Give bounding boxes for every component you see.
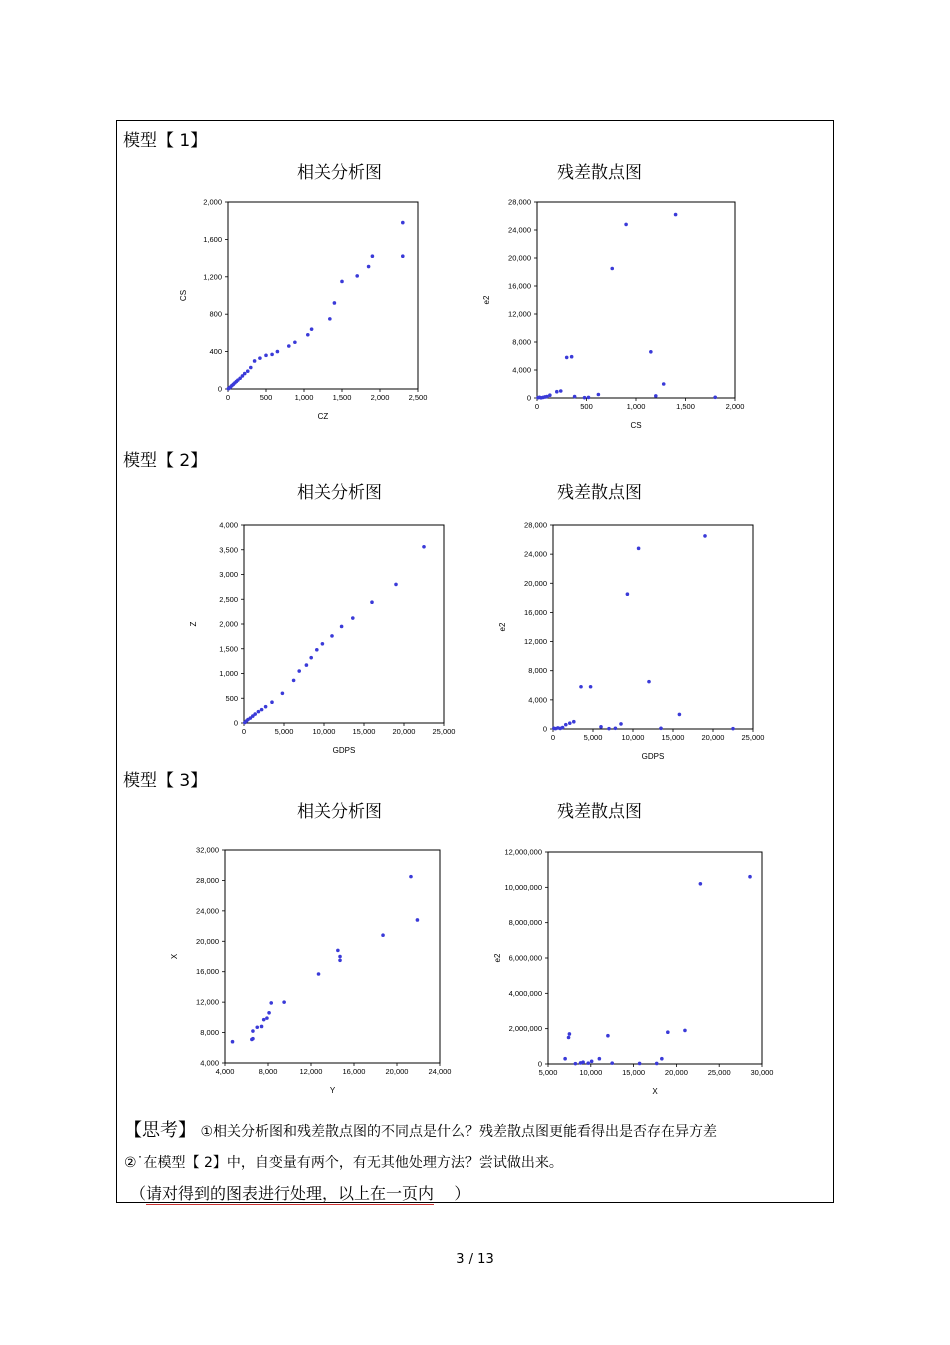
data-point xyxy=(293,340,297,344)
x-tick-label: 0 xyxy=(241,727,247,736)
data-point xyxy=(599,725,603,729)
data-point xyxy=(610,1061,614,1065)
model-1-label: 模型【 1】 xyxy=(123,131,208,151)
x-axis-label: CZ xyxy=(317,412,329,421)
y-tick-label: 6,000,000 xyxy=(508,953,542,963)
data-point xyxy=(305,663,309,667)
data-point xyxy=(243,372,247,376)
data-point xyxy=(655,1062,659,1066)
data-point xyxy=(253,712,257,716)
data-point xyxy=(282,1000,286,1004)
data-point xyxy=(231,1040,235,1044)
data-point xyxy=(606,1034,610,1038)
y-tick-label: 800 xyxy=(209,309,222,319)
y-tick-label: 500 xyxy=(225,693,238,703)
y-tick-label: 2,000 xyxy=(219,619,238,629)
data-point xyxy=(257,710,261,714)
y-tick-label: 12,000,000 xyxy=(504,847,542,857)
data-point xyxy=(666,1030,670,1034)
y-tick-label: 0 xyxy=(526,393,531,403)
data-point xyxy=(619,722,623,726)
thinking-question-2: ②˙在模型【 2】中，自变量有两个，有无其他处理方法？尝试做出来。 xyxy=(124,1155,563,1171)
y-tick-label: 10,000,000 xyxy=(504,882,542,892)
x-axis-label: CS xyxy=(630,421,642,430)
data-point xyxy=(270,700,274,704)
note-close-paren: ） xyxy=(454,1184,471,1203)
y-tick-label: 1,200 xyxy=(203,272,222,282)
data-point xyxy=(731,727,735,731)
y-tick-label: 8,000 xyxy=(512,337,531,347)
y-tick-label: 12,000 xyxy=(508,309,531,319)
model-1-corr-title: 相关分析图 xyxy=(297,163,382,183)
x-tick-label: 500 xyxy=(259,393,273,402)
data-point xyxy=(270,353,274,357)
data-point xyxy=(563,1057,567,1061)
data-point xyxy=(567,1036,571,1040)
y-tick-label: 0 xyxy=(217,384,222,394)
y-axis-label: e2 xyxy=(493,953,502,963)
y-tick-label: 0 xyxy=(542,724,547,734)
y-tick-label: 2,000 xyxy=(203,197,222,207)
x-tick-label: 12,000 xyxy=(299,1067,323,1076)
data-point xyxy=(260,708,264,712)
data-point xyxy=(597,393,601,397)
data-point xyxy=(336,949,340,953)
data-point xyxy=(394,583,398,587)
y-tick-label: 4,000 xyxy=(200,1058,219,1068)
thinking-heading: 【思考】 xyxy=(124,1120,196,1141)
data-point xyxy=(258,356,262,360)
data-point xyxy=(249,366,253,370)
data-point xyxy=(624,223,628,227)
data-point xyxy=(598,1057,602,1061)
x-tick-label: 15,000 xyxy=(661,733,685,742)
data-point xyxy=(287,344,291,348)
y-axis-label: X xyxy=(170,953,179,960)
data-point xyxy=(614,726,618,730)
x-tick-label: 20,000 xyxy=(664,1068,688,1077)
data-point xyxy=(659,726,663,730)
x-tick-label: 20,000 xyxy=(701,733,725,742)
data-point xyxy=(703,534,707,538)
data-point xyxy=(678,713,682,717)
x-tick-label: 5,000 xyxy=(274,727,294,736)
model-2-residual-chart xyxy=(480,515,770,770)
data-point xyxy=(328,317,332,321)
x-tick-label: 0 xyxy=(550,733,556,742)
model-2-resid-title: 残差散点图 xyxy=(557,483,642,503)
data-point xyxy=(338,955,342,959)
data-point xyxy=(310,327,314,331)
thinking-question-1 xyxy=(124,1116,717,1142)
data-point xyxy=(660,1057,664,1061)
y-tick-label: 28,000 xyxy=(508,197,531,207)
data-point xyxy=(267,1011,271,1015)
data-point xyxy=(568,721,572,725)
data-point xyxy=(340,280,344,284)
x-tick-label: 25,000 xyxy=(741,733,765,742)
y-tick-label: 28,000 xyxy=(196,875,219,885)
y-tick-label: 1,500 xyxy=(219,644,238,654)
data-point xyxy=(583,396,587,400)
plot-frame xyxy=(548,852,762,1064)
data-point xyxy=(647,680,651,684)
y-tick-label: 16,000 xyxy=(524,607,547,617)
data-point xyxy=(355,274,359,278)
page-number: 3 / 13 xyxy=(456,1252,494,1267)
y-tick-label: 0 xyxy=(537,1059,542,1069)
x-tick-label: 10,000 xyxy=(579,1068,603,1077)
model-3-label: 模型【 3】 xyxy=(123,771,208,791)
x-tick-label: 8,000 xyxy=(258,1067,278,1076)
data-point xyxy=(292,679,296,683)
y-tick-label: 24,000 xyxy=(508,225,531,235)
data-point xyxy=(683,1029,687,1033)
data-point xyxy=(333,301,337,305)
y-tick-label: 2,500 xyxy=(219,594,238,604)
data-point xyxy=(589,685,593,689)
data-point xyxy=(371,254,375,258)
note-open-paren: （ xyxy=(130,1184,147,1203)
data-point xyxy=(713,396,717,400)
data-point xyxy=(561,726,565,730)
data-point xyxy=(370,600,374,604)
x-axis-label: X xyxy=(652,1087,658,1096)
data-point xyxy=(330,634,334,638)
y-tick-label: 12,000 xyxy=(524,637,547,647)
x-tick-label: 1,500 xyxy=(676,402,695,411)
plot-frame xyxy=(228,202,418,389)
thinking-note xyxy=(130,1181,470,1204)
y-tick-label: 1,000 xyxy=(219,669,238,678)
data-point xyxy=(607,727,611,731)
y-tick-label: 8,000 xyxy=(200,1028,219,1038)
data-point xyxy=(564,723,568,727)
data-point xyxy=(253,359,257,363)
data-point xyxy=(568,1032,572,1036)
y-tick-label: 16,000 xyxy=(196,967,219,977)
x-axis-label: GDPS xyxy=(332,746,356,755)
x-tick-label: 10,000 xyxy=(621,733,645,742)
x-tick-label: 30,000 xyxy=(750,1068,774,1077)
data-point xyxy=(315,648,319,652)
data-point xyxy=(587,396,591,400)
y-tick-label: 400 xyxy=(209,347,222,357)
x-tick-label: 0 xyxy=(225,393,231,402)
data-point xyxy=(573,395,577,399)
y-tick-label: 24,000 xyxy=(524,549,547,559)
x-tick-label: 5,000 xyxy=(583,733,603,742)
data-point xyxy=(321,642,325,646)
data-point xyxy=(579,685,583,689)
y-axis-label: e2 xyxy=(482,295,491,305)
x-tick-label: 20,000 xyxy=(392,727,416,736)
model-2-corr-title: 相关分析图 xyxy=(297,483,382,503)
y-tick-label: 3,000 xyxy=(219,570,238,579)
data-point xyxy=(269,1001,273,1005)
y-tick-label: 12,000 xyxy=(196,997,219,1007)
y-axis-label: Z xyxy=(189,621,198,627)
y-axis-label: e2 xyxy=(498,622,507,632)
note-text: 请对得到的图表进行处理，以上在一页内 xyxy=(146,1184,435,1203)
data-point xyxy=(586,1061,590,1065)
data-point xyxy=(637,547,641,551)
y-axis-label: CS xyxy=(179,289,188,302)
x-tick-label: 15,000 xyxy=(622,1068,646,1077)
x-tick-label: 1,500 xyxy=(332,393,352,402)
x-tick-label: 20,000 xyxy=(385,1067,409,1076)
y-tick-label: 3,500 xyxy=(219,545,238,555)
data-point xyxy=(748,875,752,879)
x-tick-label: 2,000 xyxy=(370,393,390,402)
data-point xyxy=(309,656,313,660)
data-point xyxy=(262,1018,266,1022)
y-tick-label: 24,000 xyxy=(196,906,219,916)
data-point xyxy=(317,972,321,976)
y-tick-label: 4,000 xyxy=(528,695,547,705)
model-3-residual-chart xyxy=(450,840,780,1105)
data-point xyxy=(251,1029,255,1033)
model-2-label: 模型【 2】 xyxy=(123,451,208,471)
y-tick-label: 0 xyxy=(233,718,238,728)
model-1-resid-title: 残差散点图 xyxy=(557,163,642,183)
data-point xyxy=(276,350,280,354)
x-axis-label: GDPS xyxy=(641,752,665,761)
data-point xyxy=(699,882,703,886)
x-tick-label: 25,000 xyxy=(707,1068,731,1077)
y-tick-label: 32,000 xyxy=(196,845,219,855)
data-point xyxy=(610,267,614,271)
thinking-q1-text: ①相关分析图和残差散点图的不同点是什么？残差散点图更能看得出是否存在异方差 xyxy=(200,1124,718,1140)
model-3-correlation-chart xyxy=(150,840,460,1105)
y-tick-label: 28,000 xyxy=(524,520,547,530)
plot-frame xyxy=(537,202,735,398)
x-tick-label: 2,500 xyxy=(408,393,428,402)
data-point xyxy=(381,933,385,937)
data-point xyxy=(255,1025,259,1029)
y-tick-label: 8,000 xyxy=(528,666,547,676)
data-point xyxy=(264,354,268,358)
data-point xyxy=(555,390,559,394)
x-tick-label: 24,000 xyxy=(428,1067,452,1076)
data-point xyxy=(581,1060,585,1064)
data-point xyxy=(662,382,666,386)
model-3-corr-title: 相关分析图 xyxy=(297,802,382,822)
x-tick-label: 5,000 xyxy=(538,1068,558,1077)
model-3-resid-title: 残差散点图 xyxy=(557,802,642,822)
data-point xyxy=(416,918,420,922)
data-point xyxy=(565,356,569,360)
data-point xyxy=(649,350,653,354)
x-tick-label: 2,000 xyxy=(725,402,745,411)
data-point xyxy=(422,545,426,549)
data-point xyxy=(351,616,355,620)
data-point xyxy=(401,221,405,225)
x-tick-label: 1,000 xyxy=(294,393,314,402)
y-tick-label: 8,000,000 xyxy=(508,918,542,928)
x-axis-label: Y xyxy=(329,1086,336,1095)
data-point xyxy=(570,355,574,359)
data-point xyxy=(338,959,342,963)
y-tick-label: 20,000 xyxy=(508,253,531,263)
model-1-correlation-chart xyxy=(180,190,430,440)
data-point xyxy=(265,1016,269,1020)
x-tick-label: 15,000 xyxy=(352,727,376,736)
x-tick-label: 16,000 xyxy=(342,1067,366,1076)
data-point xyxy=(572,720,576,724)
x-tick-label: 500 xyxy=(580,402,593,411)
data-point xyxy=(654,394,658,398)
y-tick-label: 4,000 xyxy=(219,520,238,530)
y-tick-label: 1,600 xyxy=(203,234,222,244)
data-point xyxy=(367,265,371,269)
data-point xyxy=(590,1060,594,1064)
data-point xyxy=(409,875,413,879)
data-point xyxy=(306,333,310,337)
plot-frame xyxy=(553,525,753,729)
data-point xyxy=(297,669,301,673)
plot-frame xyxy=(225,850,440,1063)
data-point xyxy=(264,705,268,709)
data-point xyxy=(260,1025,264,1029)
data-point xyxy=(251,1037,255,1041)
x-tick-label: 10,000 xyxy=(312,727,336,736)
data-point xyxy=(246,369,250,373)
model-2-correlation-chart xyxy=(180,515,460,770)
data-point xyxy=(638,1062,642,1066)
data-point xyxy=(574,1062,578,1066)
data-point xyxy=(626,592,630,596)
x-tick-label: 1,000 xyxy=(626,402,646,411)
data-point xyxy=(559,389,563,393)
data-point xyxy=(281,692,285,696)
x-tick-label: 0 xyxy=(534,402,540,411)
model-1-residual-chart xyxy=(480,190,760,440)
data-point xyxy=(340,625,344,629)
y-tick-label: 4,000,000 xyxy=(508,988,542,998)
y-tick-label: 2,000,000 xyxy=(508,1024,542,1034)
y-tick-label: 20,000 xyxy=(196,936,219,946)
plot-frame xyxy=(244,525,444,723)
x-tick-label: 4,000 xyxy=(215,1067,235,1076)
data-point xyxy=(674,213,678,217)
y-tick-label: 16,000 xyxy=(508,281,531,291)
y-tick-label: 20,000 xyxy=(524,578,547,588)
data-point xyxy=(401,254,405,258)
x-tick-label: 25,000 xyxy=(432,727,456,736)
y-tick-label: 4,000 xyxy=(512,365,531,375)
data-point xyxy=(548,393,552,397)
